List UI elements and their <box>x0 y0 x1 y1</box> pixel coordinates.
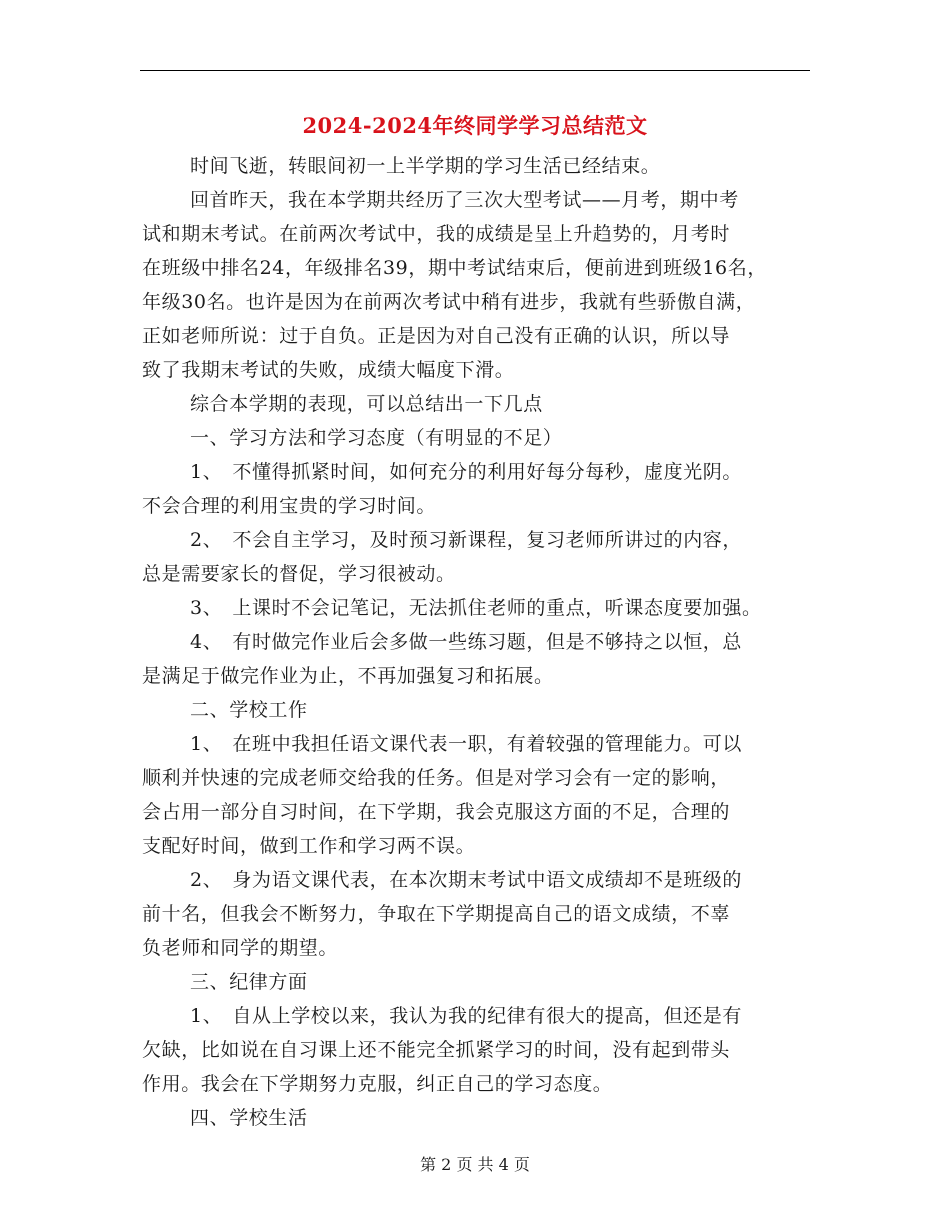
body-line: 不会合理的利用宝贵的学习时间。 <box>142 495 437 517</box>
body-line: 支配好时间，做到工作和学习两不误。 <box>142 835 476 857</box>
body-line: 正如老师所说：过于自负。正是因为对自己没有正确的认识，所以导 <box>142 325 731 347</box>
body-line: 致了我期末考试的失败，成绩大幅度下滑。 <box>142 359 515 381</box>
document-title: 2024-2024年终同学学习总结范文 <box>302 113 648 138</box>
page-number-footer: 第 2 页 共 4 页 <box>420 1155 530 1174</box>
body-line: 年级30名。也许是因为在前两次考试中稍有进步，我就有些骄傲自满， <box>142 291 756 313</box>
list-item: 3、 上课时不会记笔记，无法抓住老师的重点，听课态度要加强。 <box>190 597 762 619</box>
body-line: 试和期末考试。在前两次考试中，我的成绩是呈上升趋势的，月考时 <box>142 223 731 245</box>
list-item: 2、 不会自主学习，及时预习新课程，复习老师所讲过的内容， <box>190 529 742 551</box>
body-line: 综合本学期的表现，可以总结出一下几点 <box>190 393 543 415</box>
section-heading: 三、纪律方面 <box>190 971 308 993</box>
body-line: 总是需要家长的督促，学习很被动。 <box>142 563 456 585</box>
body-line: 回首昨天，我在本学期共经历了三次大型考试——月考，期中考 <box>190 189 739 211</box>
list-item: 1、 在班中我担任语文课代表一职，有着较强的管理能力。可以 <box>190 733 742 755</box>
section-heading: 四、学校生活 <box>190 1107 308 1129</box>
list-item: 4、 有时做完作业后会多做一些练习题，但是不够持之以恒，总 <box>190 631 742 653</box>
section-heading: 一、学习方法和学习态度（有明显的不足） <box>190 427 563 449</box>
body-line: 负老师和同学的期望。 <box>142 937 339 959</box>
body-line: 在班级中排名24，年级排名39，期中考试结束后，便前进到班级16名， <box>142 257 767 279</box>
list-item: 1、 不懂得抓紧时间，如何充分的利用好每分每秒，虚度光阴。 <box>190 461 742 483</box>
body-line: 欠缺，比如说在自习课上还不能完全抓紧学习的时间，没有起到带头 <box>142 1039 731 1061</box>
body-line: 前十名，但我会不断努力，争取在下学期提高自己的语文成绩，不辜 <box>142 903 731 925</box>
header-rule <box>140 70 810 71</box>
body-line: 是满足于做完作业为止，不再加强复习和拓展。 <box>142 665 554 687</box>
body-line: 作用。我会在下学期努力克服，纠正自己的学习态度。 <box>142 1073 613 1095</box>
list-item: 1、 自从上学校以来，我认为我的纪律有很大的提高，但还是有 <box>190 1005 742 1027</box>
section-heading: 二、学校工作 <box>190 699 308 721</box>
body-line: 时间飞逝，转眼间初一上半学期的学习生活已经结束。 <box>190 155 661 177</box>
body-line: 顺利并快速的完成老师交给我的任务。但是对学习会有一定的影响， <box>142 767 731 789</box>
list-item: 2、 身为语文课代表，在本次期末考试中语文成绩却不是班级的 <box>190 869 742 891</box>
body-line: 会占用一部分自习时间，在下学期，我会克服这方面的不足，合理的 <box>142 801 731 823</box>
